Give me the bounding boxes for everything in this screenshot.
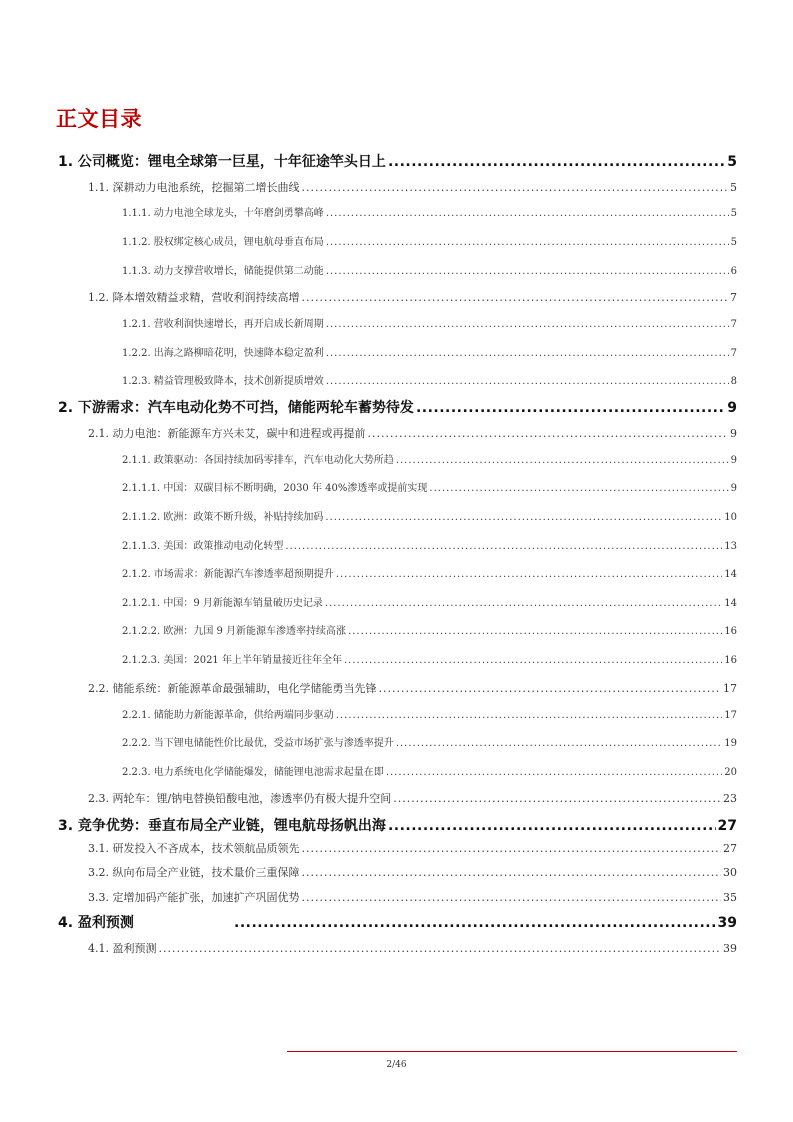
toc-entry-label: 1.1. 深耕动力电池系统，挖掘第二增长曲线 bbox=[88, 181, 300, 194]
toc-leader bbox=[396, 455, 729, 466]
toc-leader bbox=[388, 818, 716, 834]
toc-entry-page: 20 bbox=[724, 767, 737, 778]
toc-entry-page: 27 bbox=[723, 842, 737, 855]
toc-entry[interactable] bbox=[88, 179, 737, 195]
toc-entry-page: 19 bbox=[724, 738, 737, 749]
toc-entry-page: 39 bbox=[717, 915, 737, 931]
toc-entry-label: 2.2.1. 储能助力新能源革命，供给两端同步驱动 bbox=[122, 710, 334, 721]
toc-entry[interactable] bbox=[122, 565, 737, 580]
toc-entry-page: 17 bbox=[724, 710, 737, 721]
toc-entry[interactable] bbox=[88, 889, 737, 905]
toc-entry-label: 2.3. 两轮车：锂/钠电替换铅酸电池，渗透率仍有极大提升空间 bbox=[88, 792, 392, 805]
toc-entry-page: 7 bbox=[730, 319, 737, 330]
toc-entry[interactable] bbox=[122, 344, 737, 359]
toc-entry-page: 9 bbox=[730, 427, 737, 440]
toc-leader bbox=[336, 569, 722, 580]
toc-leader bbox=[326, 266, 729, 277]
toc-entry-page: 9 bbox=[730, 483, 737, 494]
toc-entry-label: 1.2.1. 营收利润快速增长，再开启成长新周期 bbox=[122, 319, 324, 330]
toc-entry-label: 2.2.3. 电力系统电化学储能爆发，储能锂电池需求起量在即 bbox=[122, 767, 384, 778]
toc-entry-label: 1.1.1. 动力电池全球龙头，十年磨剑勇攀高峰 bbox=[122, 208, 324, 219]
toc-leader bbox=[344, 655, 722, 666]
toc-entry[interactable] bbox=[58, 151, 737, 171]
toc-entry-page: 6 bbox=[730, 266, 737, 277]
toc-leader bbox=[388, 154, 725, 170]
toc-entry-label: 1.2.3. 精益管理极致降本，技术创新提质增效 bbox=[122, 376, 324, 387]
toc-entry[interactable] bbox=[58, 912, 737, 932]
toc-entry-label: 3. 竞争优势：垂直布局全产业链，锂电航母扬帆出海 bbox=[58, 818, 386, 834]
toc-entry-label: 2. 下游需求：汽车电动化势不可挡，储能两轮车蓄势待发 bbox=[58, 400, 414, 416]
toc-entry[interactable] bbox=[122, 537, 737, 552]
toc-entry-label: 1.2.2. 出海之路柳暗花明，快速降本稳定盈利 bbox=[122, 348, 324, 359]
toc-entry-page: 10 bbox=[724, 512, 737, 523]
toc-entry-label: 1.2. 降本增效精益求精，营收利润持续高增 bbox=[88, 291, 300, 304]
toc-entry[interactable] bbox=[122, 651, 737, 666]
toc-entry-label: 2.2.2. 当下锂电储能性价比最优，受益市场扩张与渗透率提升 bbox=[122, 738, 394, 749]
toc-leader bbox=[234, 915, 716, 931]
toc-entry-page: 7 bbox=[730, 348, 737, 359]
toc-entry[interactable] bbox=[122, 734, 737, 749]
toc-entry[interactable] bbox=[122, 706, 737, 721]
toc-entry-label: 2.1.1.1. 中国：双碳目标不断明确，2030 年 40%渗透率或提前实现 bbox=[122, 483, 428, 494]
toc-entry[interactable] bbox=[88, 840, 737, 856]
toc-entry[interactable] bbox=[122, 508, 737, 523]
toc-entry-page: 14 bbox=[724, 569, 737, 580]
toc-leader bbox=[302, 291, 729, 304]
toc-leader bbox=[302, 181, 729, 194]
toc-entry-page: 16 bbox=[724, 626, 737, 637]
toc-entry-label: 3.3. 定增加码产能扩张，加速扩产巩固优势 bbox=[88, 891, 300, 904]
toc-entry-label: 1.1.2. 股权绑定核心成员，锂电航母垂直布局 bbox=[122, 237, 324, 248]
toc-leader bbox=[379, 682, 722, 695]
toc-entry[interactable] bbox=[122, 372, 737, 387]
toc-entry[interactable] bbox=[88, 425, 737, 441]
toc-leader bbox=[325, 598, 722, 609]
toc-entry[interactable] bbox=[58, 397, 737, 417]
toc-leader bbox=[368, 427, 729, 440]
toc-entry[interactable] bbox=[122, 763, 737, 778]
toc-entry-label: 2.1.2. 市场需求：新能源汽车渗透率超预期提升 bbox=[122, 569, 334, 580]
toc-entry-label: 2.1.2.1. 中国：9 月新能源车销量破历史记录 bbox=[122, 598, 323, 609]
footer-divider bbox=[287, 1051, 737, 1052]
toc-entry-page: 9 bbox=[730, 455, 737, 466]
toc-entry-label: 4. 盈利预测 bbox=[58, 915, 134, 931]
toc-leader bbox=[386, 767, 722, 778]
toc-entry-label: 1. 公司概览：锂电全球第一巨星，十年征途竿头日上 bbox=[58, 154, 386, 170]
toc-entry-page: 5 bbox=[730, 208, 737, 219]
toc-entry[interactable] bbox=[122, 233, 737, 248]
toc-entry-page: 39 bbox=[723, 942, 737, 955]
toc-entry-page: 5 bbox=[730, 237, 737, 248]
page-number: 2/46 bbox=[386, 1060, 407, 1070]
toc-entry-label: 2.1.1.2. 欧洲：政策不断升级，补贴持续加码 bbox=[122, 512, 324, 523]
toc-entry[interactable] bbox=[88, 680, 737, 696]
toc-leader bbox=[326, 348, 729, 359]
toc-entry-page: 5 bbox=[727, 154, 737, 170]
toc-entry-label: 2.1.1. 政策驱动：各国持续加码零排车，汽车电动化大势所趋 bbox=[122, 455, 394, 466]
toc-entry-label: 3.1. 研发投入不吝成本，技术领航品质领先 bbox=[88, 842, 300, 855]
toc-leader bbox=[348, 626, 722, 637]
toc-leader bbox=[396, 738, 722, 749]
toc-entry-label: 2.2. 储能系统：新能源革命最强辅助，电化学储能勇当先锋 bbox=[88, 682, 377, 695]
toc-entry[interactable] bbox=[122, 451, 737, 466]
toc-entry[interactable] bbox=[122, 479, 737, 494]
toc-entry-label: 2.1.2.2. 欧洲：九国 9 月新能源车渗透率持续高涨 bbox=[122, 626, 347, 637]
toc-entry[interactable] bbox=[88, 289, 737, 305]
toc-entry[interactable] bbox=[122, 262, 737, 277]
toc-entry[interactable] bbox=[122, 204, 737, 219]
toc-leader bbox=[326, 319, 729, 330]
toc-entry-page: 17 bbox=[723, 682, 737, 695]
toc-leader bbox=[326, 237, 729, 248]
toc-entry[interactable] bbox=[88, 790, 737, 806]
toc-entry-label: 2.1. 动力电池：新能源车方兴未艾，碳中和进程或再提前 bbox=[88, 427, 366, 440]
toc-entry-label: 2.1.2.3. 美国：2021 年上半年销量接近往年全年 bbox=[122, 655, 342, 666]
toc-entry-page: 35 bbox=[723, 891, 737, 904]
toc-entry-page: 8 bbox=[730, 376, 737, 387]
toc-entry-page: 7 bbox=[730, 291, 737, 304]
toc-leader bbox=[325, 512, 722, 523]
toc-entry-page: 16 bbox=[724, 655, 737, 666]
toc-entry-page: 30 bbox=[723, 866, 737, 879]
toc-entry[interactable] bbox=[88, 940, 737, 956]
toc-leader bbox=[285, 541, 722, 552]
toc-entry[interactable] bbox=[122, 622, 737, 637]
toc-entry-page: 13 bbox=[724, 541, 737, 552]
toc-leader bbox=[326, 376, 729, 387]
toc-leader bbox=[416, 400, 725, 416]
toc-entry-page: 14 bbox=[724, 598, 737, 609]
toc-leader bbox=[336, 710, 722, 721]
toc-leader bbox=[393, 792, 721, 805]
toc-leader bbox=[302, 866, 722, 879]
toc-entry-page: 27 bbox=[717, 818, 737, 834]
toc-leader bbox=[302, 891, 722, 904]
toc-entry-page: 5 bbox=[730, 181, 737, 194]
toc-entry[interactable] bbox=[122, 315, 737, 330]
toc-entry[interactable] bbox=[88, 864, 737, 880]
toc-leader bbox=[326, 208, 729, 219]
toc-entry-label: 4.1. 盈利预测 bbox=[88, 942, 157, 955]
toc-leader bbox=[159, 942, 722, 955]
toc-leader bbox=[302, 842, 722, 855]
toc-entry-page: 23 bbox=[723, 792, 737, 805]
toc-entry[interactable] bbox=[122, 594, 737, 609]
toc-entry-page: 9 bbox=[727, 400, 737, 416]
toc-entry-label: 3.2. 纵向布局全产业链，技术量价三重保障 bbox=[88, 866, 300, 879]
toc-entry-label: 1.1.3. 动力支撑营收增长，储能提供第二动能 bbox=[122, 266, 324, 277]
toc-entry-label: 2.1.1.3. 美国：政策推动电动化转型 bbox=[122, 541, 284, 552]
toc-leader bbox=[429, 483, 728, 494]
page-title: 正文目录 bbox=[56, 107, 142, 131]
toc-entry[interactable] bbox=[58, 815, 737, 835]
